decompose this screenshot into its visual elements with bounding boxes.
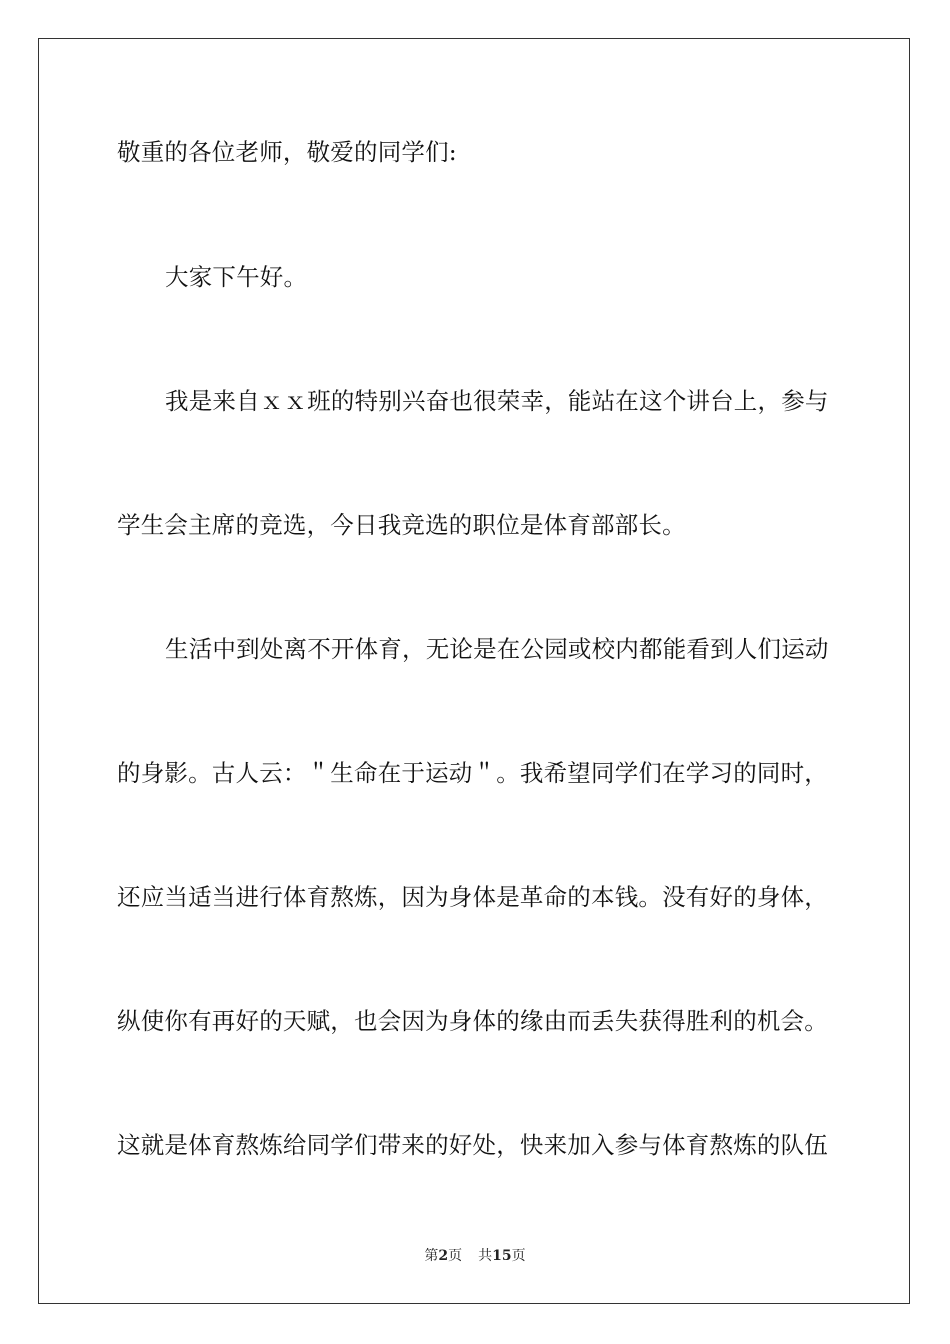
page-footer	[0, 1245, 950, 1265]
paragraph-2-line-4: 纵使你有再好的天赋，也会因为身体的缘由而丢失获得胜利的机会。	[117, 1007, 828, 1035]
page-border	[38, 38, 910, 1304]
page-number: 2	[438, 1248, 449, 1264]
total-pages: 15	[492, 1248, 512, 1264]
paragraph-2-line-1: 生活中到处离不开体育，无论是在公园或校内都能看到人们运动	[165, 635, 829, 663]
salutation-line: 敬重的各位老师，敬爱的同学们:	[117, 138, 457, 166]
page-suffix: 页	[448, 1248, 463, 1264]
paragraph-1-line-2: 学生会主席的竞选，今日我竞选的职位是体育部部长。	[117, 511, 686, 539]
paragraph-2-line-2: 的身影。古人云：＂生命在于运动＂。我希望同学们在学习的同时，	[117, 759, 828, 787]
greeting-line: 大家下午好。	[165, 263, 308, 291]
paragraph-1-line-1: 我是来自ｘｘ班的特别兴奋也很荣幸，能站在这个讲台上，参与	[165, 387, 829, 415]
paragraph-2-line-5: 这就是体育熬炼给同学们带来的好处，快来加入参与体育熬炼的队伍	[117, 1131, 828, 1159]
paragraph-2-line-3: 还应当适当进行体育熬炼，因为身体是革命的本钱。没有好的身体，	[117, 883, 828, 911]
total-prefix: 共	[478, 1248, 493, 1264]
page-prefix: 第	[424, 1248, 439, 1264]
total-suffix: 页	[511, 1248, 526, 1264]
